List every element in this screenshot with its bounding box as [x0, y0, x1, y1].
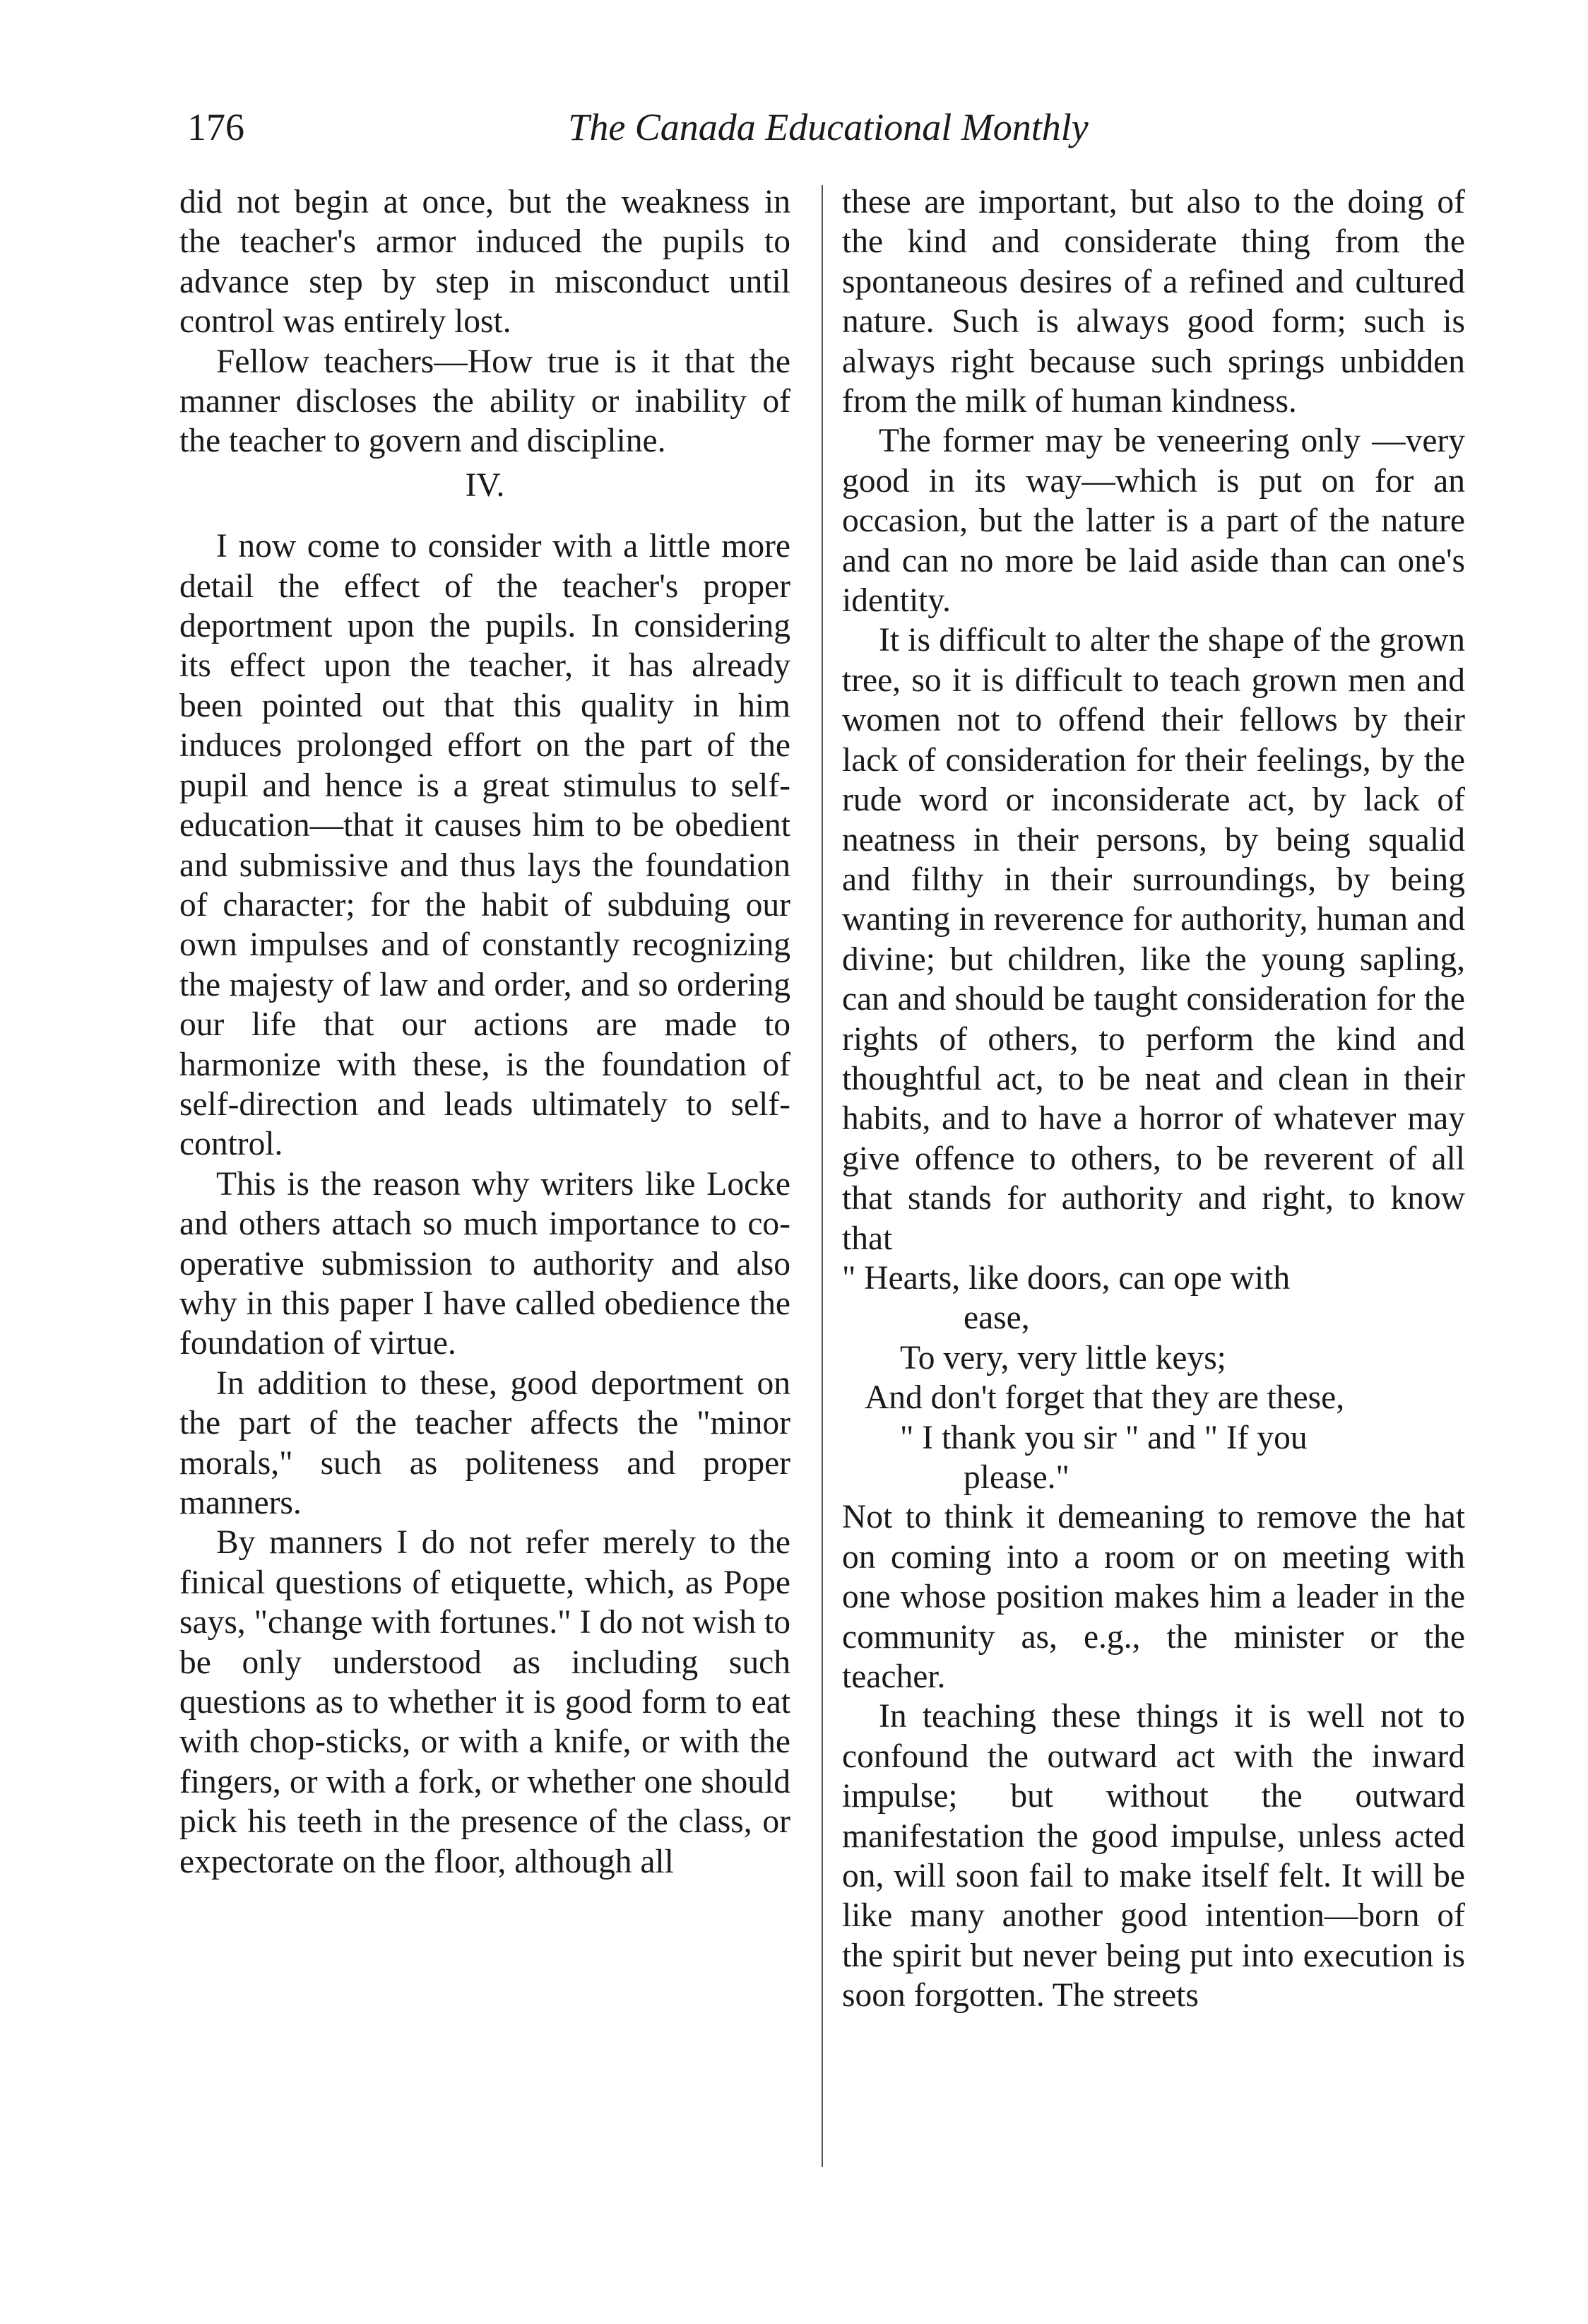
paragraph: It is difficult to alter the shape of the grown tree, so it is difficult to teach grown men and women not to offend their fellows by their lack of consideration for their feelings, by the rude word or inconsiderate act, by lack of neatness in their persons, by being squalid and filthy in their surroundings, by being wanting in reverence for authority, human and divine; but children, like the young sapling, can and should be taught consideration for the rights of others, to perform the kind and thoughtful act, to be neat and clean in their habits, and to have a horror of whatever may give offence to others, to be reverent of all that stands for authority and right, to know that	[842, 622, 1465, 1257]
verse-quote	[842, 1258, 1465, 1497]
page-number: 176	[187, 106, 244, 148]
paragraph: In teaching these things it is well not to confound the outward act with the inward impulse; but without the outward manifestation the good impulse, unless acted on, will soon fail to make itself felt. It will be like many another good intention—born of the spirit but never being put into execution is soon forgotten. The streets	[842, 1698, 1465, 2015]
page-header	[187, 99, 1469, 155]
paragraph: In addition to these, good deportment on the part of the teacher affects the "minor morals," such as politeness and proper manners.	[179, 1364, 790, 1521]
running-title: The Canada Educational Monthly	[568, 106, 1089, 148]
verse-line: " Hearts, like doors, can ope with	[842, 1259, 1291, 1297]
verse-line: please."	[964, 1459, 1069, 1496]
paragraph: I now come to consider with a little more detail the effect of the teacher's proper deportment upon the pupils. In considering its effect upon the teacher, it has already been pointed out that this quality in him induces prolonged effort on the part of the pupil and hence is a great stimulus to self-education—that it causes him to be obedient and submissive and thus lays the foundation of character; for the habit of subduing our own impulses and of constantly recognizing the majesty of law and order, and so ordering our life that our actions are made to harmonize with these, is the foundation of self-direction and leads ultimately to self-control.	[179, 528, 790, 1163]
section-heading: IV.	[465, 466, 505, 504]
paragraph: The former may be veneering only —very good in its way—which is put on for an occasion, but the latter is a part of the nature and can no more be laid aside than can one's identity.	[842, 423, 1465, 620]
verse-line: And don't forget that they are these,	[865, 1379, 1345, 1417]
paragraph: Fellow teachers—How true is it that the manner discloses the ability or inability of the teacher to govern and discipline.	[179, 343, 790, 460]
paragraph: By manners I do not refer merely to the finical questions of etiquette, which, as Pope says, "change with fortunes." I do not wish to be only understood as including such questions as to whether it is good form to eat with chop-sticks, or with a knife, or with the fingers, or with a fork, or whether one should pick his teeth in the presence of the class, or expectorate on the floor, although all	[179, 1524, 790, 1880]
paragraph: Not to think it demeaning to remove the hat on coming into a room or on meeting with one whose position makes him a leader in the community as, e.g., the minister or the teacher.	[842, 1499, 1465, 1696]
paragraph: these are important, but also to the doing of the kind and considerate thing from the spontaneous desires of a refined and cultured nature. Such is always good form; such is always right because such springs unbidden from the milk of human kindness.	[842, 184, 1465, 420]
paragraph: did not begin at once, but the weakness in the teacher's armor induced the pupils to advance step by step in misconduct until control was entirely lost.	[179, 184, 790, 341]
column-divider	[822, 185, 823, 2167]
paragraph: This is the reason why writers like Locke and others attach so much importance to co-operative submission to authority and also why in this paper I have called obedience the foundation of virtue.	[179, 1165, 790, 1362]
verse-line: ease,	[964, 1299, 1030, 1337]
verse-line: To very, very little keys;	[900, 1339, 1226, 1376]
verse-line: " I thank you sir " and " If you	[900, 1419, 1308, 1456]
left-column	[179, 182, 790, 1882]
right-column	[842, 182, 1465, 2016]
